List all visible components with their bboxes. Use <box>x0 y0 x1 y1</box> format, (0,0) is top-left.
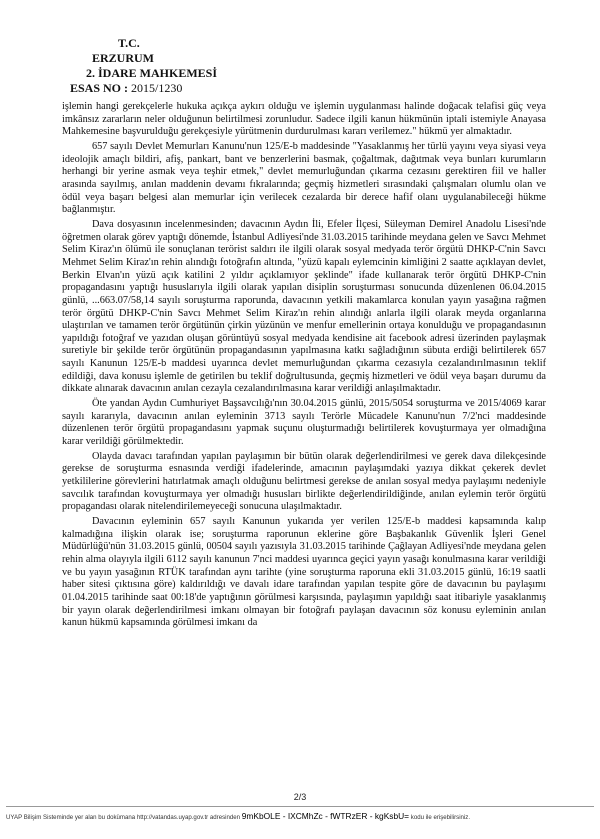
footer-divider <box>6 806 594 807</box>
case-number-label: ESAS NO : <box>70 81 129 95</box>
header-court: 2. İDARE MAHKEMESİ <box>86 66 218 80</box>
page-number: 2/3 <box>293 792 307 802</box>
document-body <box>62 101 546 632</box>
case-number <box>70 81 370 96</box>
case-number-value: 2015/1230 <box>131 81 183 95</box>
paragraph-3: Dava dosyasının incelenmesinden; davacının Aydın İli, Efeler İlçesi, Süleyman Demirel Anadolu Lisesi'nde öğretmen olarak görev yaptığı dönemde, İstanbul Adliyesi'nde 31.03.2015 tarihinde meydana gelen ve Savcı Mehmet Selim Kiraz'ın ölümü ile sonuçlanan terörist saldırı ile ilgili olarak sosyal medyada terör örgütü DHKP-C'nin Savcı Mehmet Selim Kiraz'ın rehin alındığı fotoğrafın altında, "yüzü kapalı eylemcinin kimliğini 2 saatte açıklayan devlet, Berkin Elvan'ın yüzü açık katilini 2 yıldır açıklamıyor şeklinde" ifade kullanarak terör örgütü DHKP-C'nin propagandasını yaptığı hususlarıyla ilgili olarak yapılan disiplin soruşturması sonucunda düzenlenen 06.04.2015 günlü, ...663.07/58,14 sayılı soruşturma raporunda, davacının yetkili makamlarca konulan yayın yasağına rağmen terör örgütü DHKP-C'nin Savcı Mehmet Selim Kiraz'ın rehin alındığı anlarla ilgili olarak meyda organlarına ulaştırılan ve tamamen terör örgütünün çirkin yüzünün ve menfur emellerinin ortaya konulduğu ve propagandasının yapıldığı fotoğraf ve yazıdan oluşan görüntüyü sosyal medyada kendisine ait facebook adresi üzerinden paylaşmak suretiyle bir şekilde terör örgütünün propagandasının yapılmasına katkı sağladığının sübuta erdiği belirtilerek 657 sayılı Kanunun 125/E-b maddesi uyarınca devlet memurluğundan çıkarma cezasıyla cezalandırılmasının teklif edildiği, dava konusu işlemle de getirilen bu teklif doğrultusunda, geçmiş hizmetleri ve ödül veya başarı durumu da dikkate alınarak davacının anılan cezayla cezalandırılmasına karar verildiği anlaşılmaktadır. <box>62 218 546 395</box>
footer-access-code: 9mKbOLE - IXCMhZc - fWTRzER - kgKsbU= <box>241 811 410 821</box>
paragraph-4: Öte yandan Aydın Cumhuriyet Başsavcılığı'nın 30.04.2015 günlü, 2015/5054 soruşturma ve 2015/4069 karar sayılı kararıyla, davacının anılan eyleminin 3713 sayılı Terörle Mücadele Kanunu'nun 7/2'nci maddesinde düzenlenen terör örgütü propagandasını yapmak suçunu oluşturmadığı belirtilerek kovuşturmaya yer olmadığına karar verildiği görülmektedir. <box>62 398 546 448</box>
footer-suffix: kodu ile erişebilirsiniz. <box>410 814 471 821</box>
paragraph-1: işlemin hangi gerekçelerle hukuka açıkça aykırı olduğu ve işlemin uygulanması halinde doğacak telafisi güç veya imkânsız zararların neler olduğunun belirtilmesi zorunludur. Sadece ilgili kanun hükmünün iptali istemiyle Anayasa Mahkemesine başvurulduğu gerekçesiyle yürütmenin durdurulması kararı verilemez." hükmü yer almaktadır. <box>62 101 546 138</box>
paragraph-5: Olayda davacı tarafından yapılan paylaşımın bir bütün olarak değerlendirilmesi ve gerek dava dilekçesinde gerekse de soruşturma esnasında verdiği ifadelerinde, amacının paylaşımdaki yazıya dikkat çekerek devlet yetkililerine görevlerini hatırlatmak amaçlı olduğunu belirtmesi gerekse de anılan sosyal medya paylaşımı nedeniyle savcılık tarafından kovuşturmaya yer olmadığı hususları birlikte değerlendirildiğinde, anılan eylemin terör örgütü propagandası olarak nitelendirilemeyeceği sonucuna ulaşılmaktadır. <box>62 450 546 513</box>
document-header <box>70 36 370 96</box>
paragraph-2: 657 sayılı Devlet Memurları Kanunu'nun 125/E-b maddesinde "Yasaklanmış her türlü yayını veya siyasi veya ideolojik amaçlı bildiri, afiş, pankart, bant ve benzerlerini basmak, çoğaltmak, dağıtmak veya bunları kurumların herhangi bir yerine asmak veya teşhir etmek," devlet memurluğundan çıkarma cezasını gerektiren fiil ve haller arasında sayılmış, anılan maddenin devamı fıkralarında; geçmiş hizmetleri sırasındaki çalışmaları olumlu olan ve ödül veya başarı belgesi alan memurlar için verilecek cezalarda bir derece hafif olanı uygulanabileceği hükme bağlanmıştır. <box>62 140 546 216</box>
paragraph-6: Davacının eyleminin 657 sayılı Kanunun yukarıda yer verilen 125/E-b maddesi kapsamında kalıp kalmadığına ilişkin olarak ise; soruşturma raporunun eklerine göre Başbakanlık Güvenlik İşleri Genel Müdürlüğü'nün 31.03.2015 günlü, 00504 sayılı yazısıyla 31.03.2015 tarihinde Çağlayan Adliyesi'nde meydana gelen rehin alma olayıyla ilgili 6112 sayılı kanunun 7'nci maddesi uyarınca geçici yayın yasağı konulmasına karar verildiği ve bu yayın yasağının RTÜK tarafından aynı tarihte (yine soruşturma raporuna ekli 31.03.2015 günlü, 16:19 saatli haber sitesi çıktısına göre) kaldırıldığı ve davalı idare tarafından yapılan tespite göre de davacının bu paylaşımı 01.04.2015 tarihinde saat 00:18'de yaptığının görülmesi karşısında, paylaşımın yapıldığı saat itibariyle yasaklanmış bir yayın olarak değerlendirilmesi imkanı olmayan bir fotoğrafı paylaşan davacının söz konusu eyleminin anılan kanun hükmü kapsamında görülmesi imkanı da <box>62 516 546 629</box>
header-tc: T.C. <box>118 36 140 50</box>
footer-text: UYAP Bilişim Sisteminde yer alan bu dokümana http://vatandas.uyap.gov.tr adresinden <box>6 814 241 821</box>
header-city: ERZURUM <box>92 51 154 65</box>
footer-note <box>6 811 596 821</box>
